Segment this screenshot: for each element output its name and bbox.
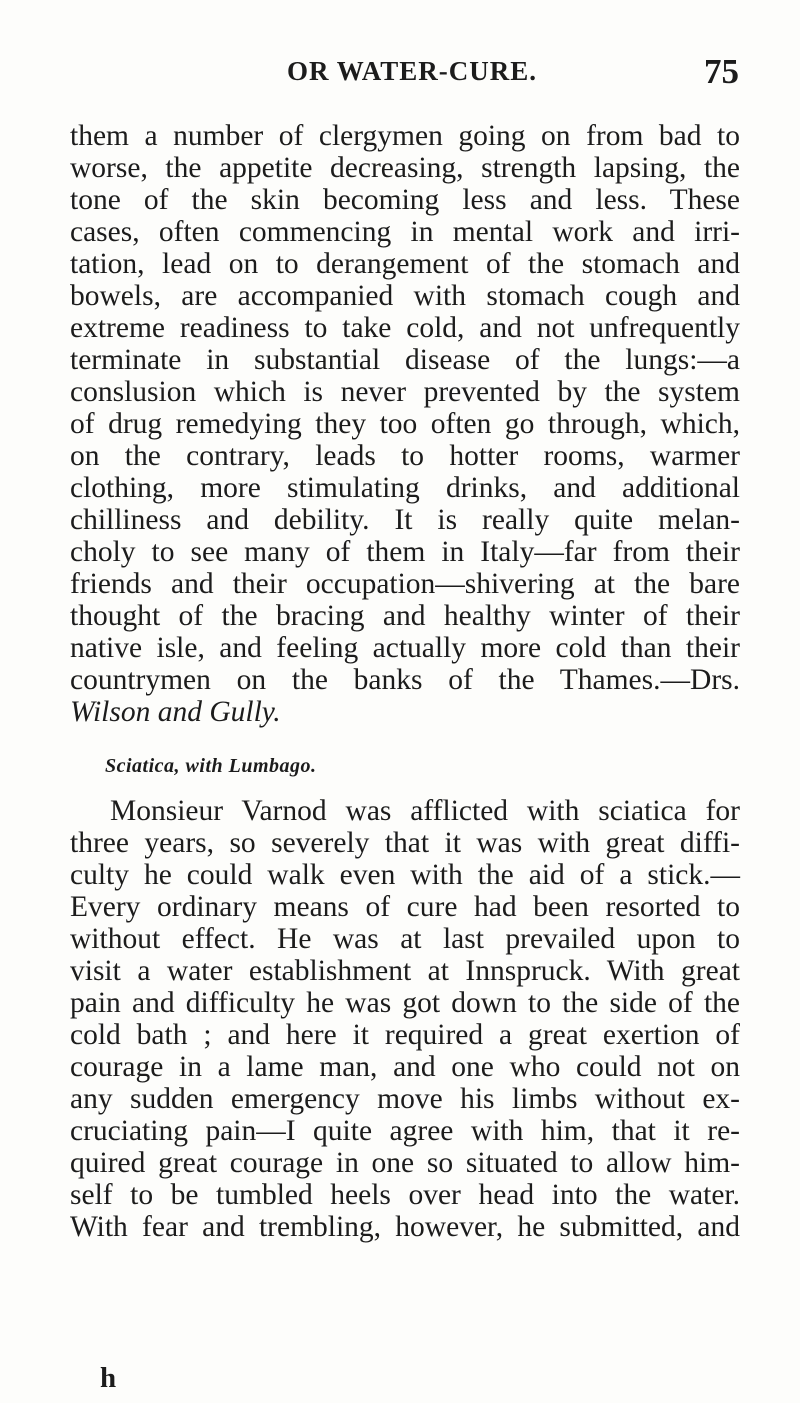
section-heading: Sciatica, with Lumbago. [105, 755, 317, 777]
text-line: cases, often commencing in mental work and irri- [70, 216, 740, 248]
text-line: pain and difficulty he was got down to the side of the [70, 987, 740, 1019]
text-line: tone of the skin becoming less and less. These [70, 184, 740, 216]
text-line: friends and their occupation—shivering at the bare [70, 568, 740, 600]
running-title: OR WATER-CURE. [287, 56, 538, 86]
text-line: without effect. He was at last prevailed upon to [70, 923, 740, 955]
text-line: visit a water establishment at Innspruck. With great [70, 955, 740, 987]
text-line: native isle, and feeling actually more cold than their [70, 632, 740, 664]
text-line: on the contrary, leads to hotter rooms, warmer [70, 440, 740, 472]
text-line: tation, lead on to derangement of the stomach and [70, 248, 740, 280]
text-line: worse, the appetite decreasing, strength lapsing, the [70, 152, 740, 184]
text-line: choly to see many of them in Italy—far from their [70, 536, 740, 568]
text-line: cruciating pain—I quite agree with him, that it re- [70, 1115, 740, 1147]
text-line: With fear and trembling, however, he submitted, and [70, 1211, 740, 1243]
signature-mark: h [100, 1362, 117, 1394]
text-line: of drug remedying they too often go through, which, [70, 408, 740, 440]
text-line: Every ordinary means of cure had been resorted to [70, 891, 740, 923]
text-line: countrymen on the banks of the Thames.—Drs. [70, 664, 740, 696]
text-line-author-attribution: Wilson and Gully. [70, 696, 281, 728]
text-line: quired great courage in one so situated to allow him- [70, 1147, 740, 1179]
page-number: 75 [704, 52, 739, 91]
text-line: Monsieur Varnod was afflicted with sciatica for [110, 795, 740, 827]
text-line: any sudden emergency move his limbs without ex- [70, 1083, 740, 1115]
text-line: them a number of clergymen going on from bad to [70, 120, 740, 152]
text-line: conslusion which is never prevented by the system [70, 376, 740, 408]
text-line: chilliness and debility. It is really quite melan- [70, 504, 740, 536]
running-head [0, 52, 800, 92]
text-line: terminate in substantial disease of the lungs:—a [70, 344, 740, 376]
text-line: courage in a lame man, and one who could not on [70, 1051, 740, 1083]
text-line: bowels, are accompanied with stomach cough and [70, 280, 740, 312]
text-line: clothing, more stimulating drinks, and additional [70, 472, 740, 504]
text-line: thought of the bracing and healthy winter of their [70, 600, 740, 632]
text-line: three years, so severely that it was with great diffi- [70, 827, 740, 859]
text-line: extreme readiness to take cold, and not unfrequently [70, 312, 740, 344]
text-line: cold bath ; and here it required a great exertion of [70, 1019, 740, 1051]
text-line: culty he could walk even with the aid of a stick.— [70, 859, 740, 891]
text-line: self to be tumbled heels over head into the water. [70, 1179, 740, 1211]
